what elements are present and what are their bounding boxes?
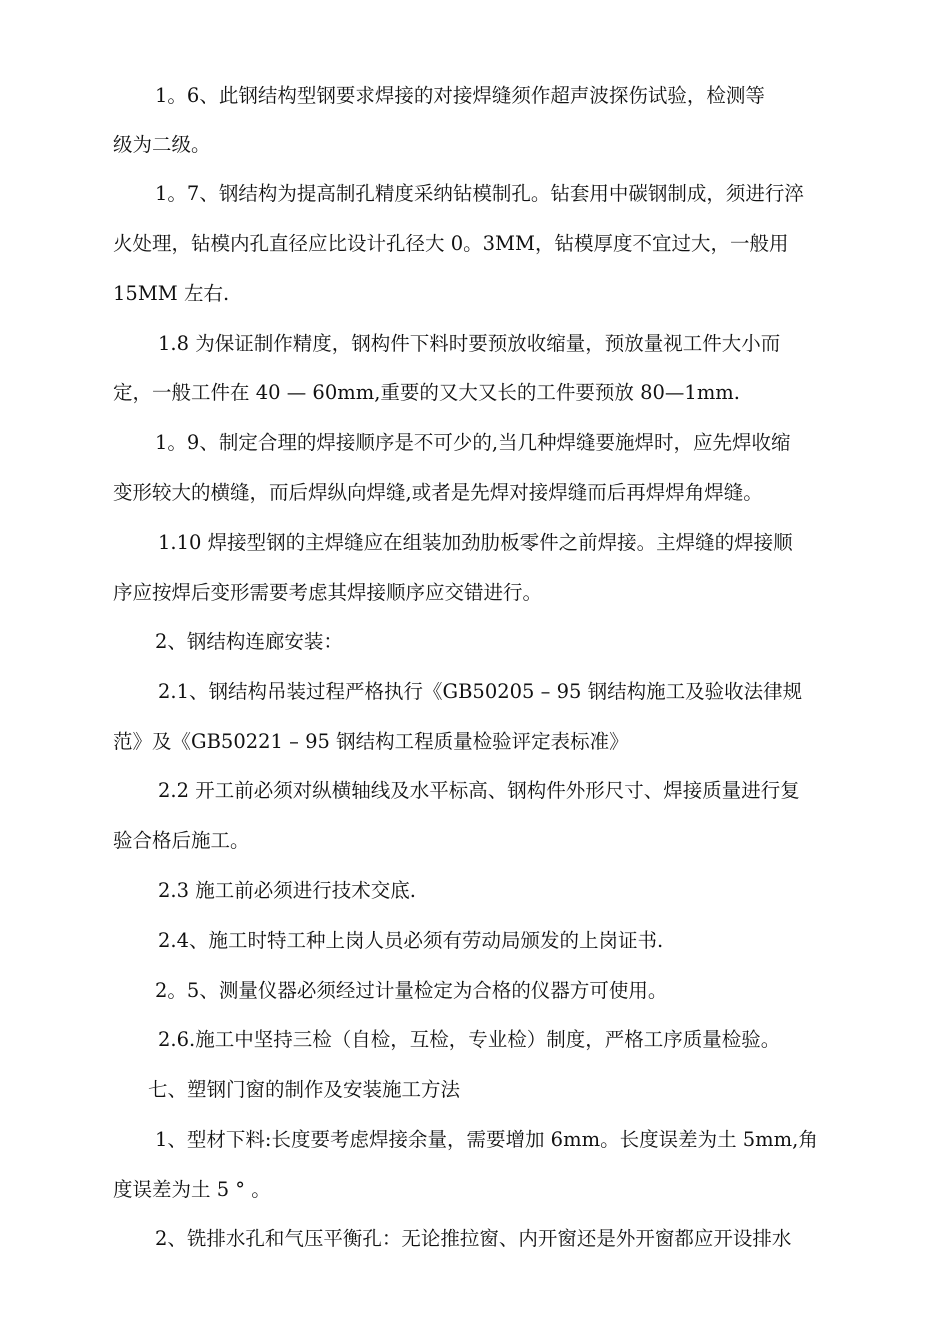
paragraph-2-2-line-1: 2.2 开工前必须对纵横轴线及水平标高、钢构件外形尺寸、焊接质量进行复 — [158, 779, 800, 802]
paragraph-2-1-line-2: 范》及《GB50221 – 95 钢结构工程质量检验评定表标准》 — [113, 730, 629, 753]
paragraph-7-2-line-1: 2、铣排水孔和气压平衡孔：无论推拉窗、内开窗还是外开窗都应开设排水 — [155, 1227, 792, 1250]
paragraph-2-2-line-2: 验合格后施工。 — [113, 829, 250, 852]
paragraph-1-10-line-2: 序应按焊后变形需要考虑其焊接顺序应交错进行。 — [113, 581, 543, 604]
paragraph-1-9-line-2: 变形较大的横缝，而后焊纵向焊缝,或者是先焊对接焊缝而后再焊焊角焊缝。 — [113, 481, 763, 504]
paragraph-2-3: 2.3 施工前必须进行技术交底. — [158, 879, 416, 902]
section-2-heading: 2、钢结构连廊安装： — [155, 630, 343, 653]
section-7-heading: 七、塑钢门窗的制作及安装施工方法 — [148, 1078, 461, 1101]
paragraph-1-7-line-1: 1。7、钢结构为提高制孔精度采纳钻模制孔。钻套用中碳钢制成，须进行淬 — [155, 182, 804, 205]
paragraph-2-4: 2.4、施工时特工种上岗人员必须有劳动局颁发的上岗证书. — [158, 929, 664, 952]
paragraph-1-6-line-1: 1。6、此钢结构型钢要求焊接的对接焊缝须作超声波探伤试验，检测等 — [155, 84, 765, 107]
paragraph-2-5: 2。5、测量仪器必须经过计量检定为合格的仪器方可使用。 — [155, 979, 668, 1002]
paragraph-1-8-line-1: 1.8 为保证制作精度，钢构件下料时要预放收缩量，预放量视工件大小而 — [158, 332, 781, 355]
paragraph-1-6-line-2: 级为二级。 — [113, 133, 211, 156]
paragraph-1-10-line-1: 1.10 焊接型钢的主焊缝应在组装加劲肋板零件之前焊接。主焊缝的焊接顺 — [158, 531, 793, 554]
paragraph-1-8-line-2: 定，一般工件在 40 — 60mm,重要的又大又长的工件要预放 80—1mm. — [113, 381, 740, 404]
paragraph-2-6: 2.6.施工中坚持三检（自检，互检，专业检）制度，严格工序质量检验。 — [158, 1028, 781, 1051]
paragraph-2-1-line-1: 2.1、钢结构吊装过程严格执行《GB50205 – 95 钢结构施工及验收法律规 — [158, 680, 803, 703]
paragraph-7-1-line-2: 度误差为土 5 ° 。 — [113, 1178, 271, 1201]
paragraph-1-9-line-1: 1。9、制定合理的焊接顺序是不可少的,当几种焊缝要施焊时，应先焊收缩 — [155, 431, 791, 454]
paragraph-7-1-line-1: 1、型材下料:长度要考虑焊接余量，需要增加 6mm。长度误差为土 5mm,角 — [155, 1128, 818, 1151]
paragraph-1-7-line-3: 15MM 左右. — [113, 282, 230, 305]
paragraph-1-7-line-2: 火处理，钻模内孔直径应比设计孔径大 0。3MM，钻模厚度不宜过大，一般用 — [113, 232, 789, 255]
